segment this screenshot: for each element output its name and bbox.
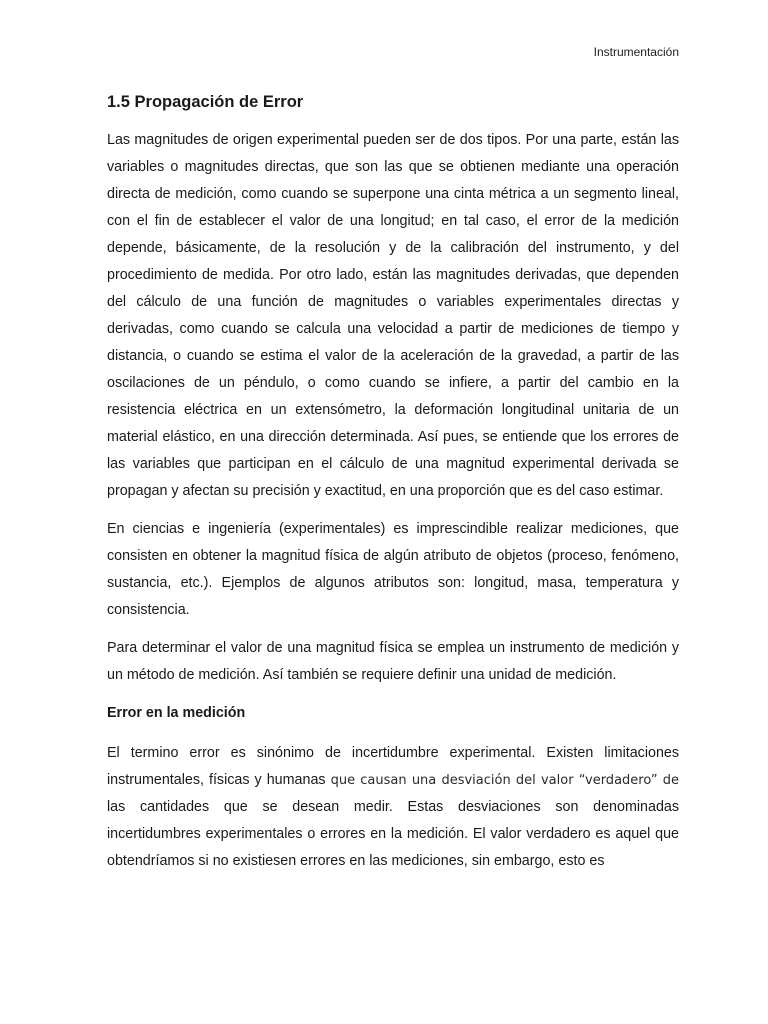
paragraph-error-part2: que causan una desviación del valor “verdadero” de: [330, 773, 680, 788]
paragraph-determinar: Para determinar el valor de una magnitud física se emplea un instrumento de medición y un método de medición. Así también se requiere definir una unidad de medición.: [107, 640, 679, 683]
document-body: [107, 90, 679, 886]
paragraph-mediciones: En ciencias e ingeniería (experimentales) es imprescindible realizar mediciones, que consisten en obtener la magnitud física de algún atributo de objetos (proceso, fenómeno, sustancia, etc.). Ejemplos de algunos atributos son: longitud, masa, temperatura y consistencia.: [107, 521, 679, 618]
paragraph-magnitudes: Las magnitudes de origen experimental pueden ser de dos tipos. Por una parte, están las variables o magnitudes directas, que son las que se obtienen mediante una operación directa de medición, como cuando se superpone una cinta métrica a un segmento lineal, con el fin de establecer el valor de una longitud; en tal caso, el error de la medición depende, básicamente, de la resolución y de la calibración del instrumento, y del procedimiento de medida. Por otro lado, están las magnitudes derivadas, que dependen del cálculo de una función de magnitudes o variables experimentales directas y derivadas, como cuando se calcula una velocidad a partir de mediciones de tiempo y distancia, o cuando se estima el valor de la aceleración de la gravedad, a partir de las oscilaciones de un péndulo, o como cuando se infiere, a partir del cambio en la resistencia eléctrica en un extensómetro, la deformación longitudinal unitaria de un material elástico, en una dirección determinada. Así pues, se entiende que los errores de las variables que participan en el cálculo de una magnitud experimental derivada se propagan y afectan su precisión y exactitud, en una proporción que es del caso estimar.: [107, 132, 679, 499]
subsection-title: Error en la medición: [107, 705, 246, 721]
section-title: 1.5 Propagación de Error: [107, 93, 304, 111]
paragraph-error-part3: las cantidades que se desean medir. Estas desviaciones son denominadas incertidumbres experimentales o errores en la medición. El valor verdadero es aquel que obtendríamos si no existiesen errores en las mediciones, sin embargo, esto es: [107, 799, 679, 869]
running-header: Instrumentación: [593, 45, 679, 59]
paragraph-error-part1: El termino error es sinónimo de incertidumbre experimental. Existen limitaciones instrumentales, físicas y humanas: [107, 745, 679, 788]
paragraph-error: [107, 740, 679, 875]
